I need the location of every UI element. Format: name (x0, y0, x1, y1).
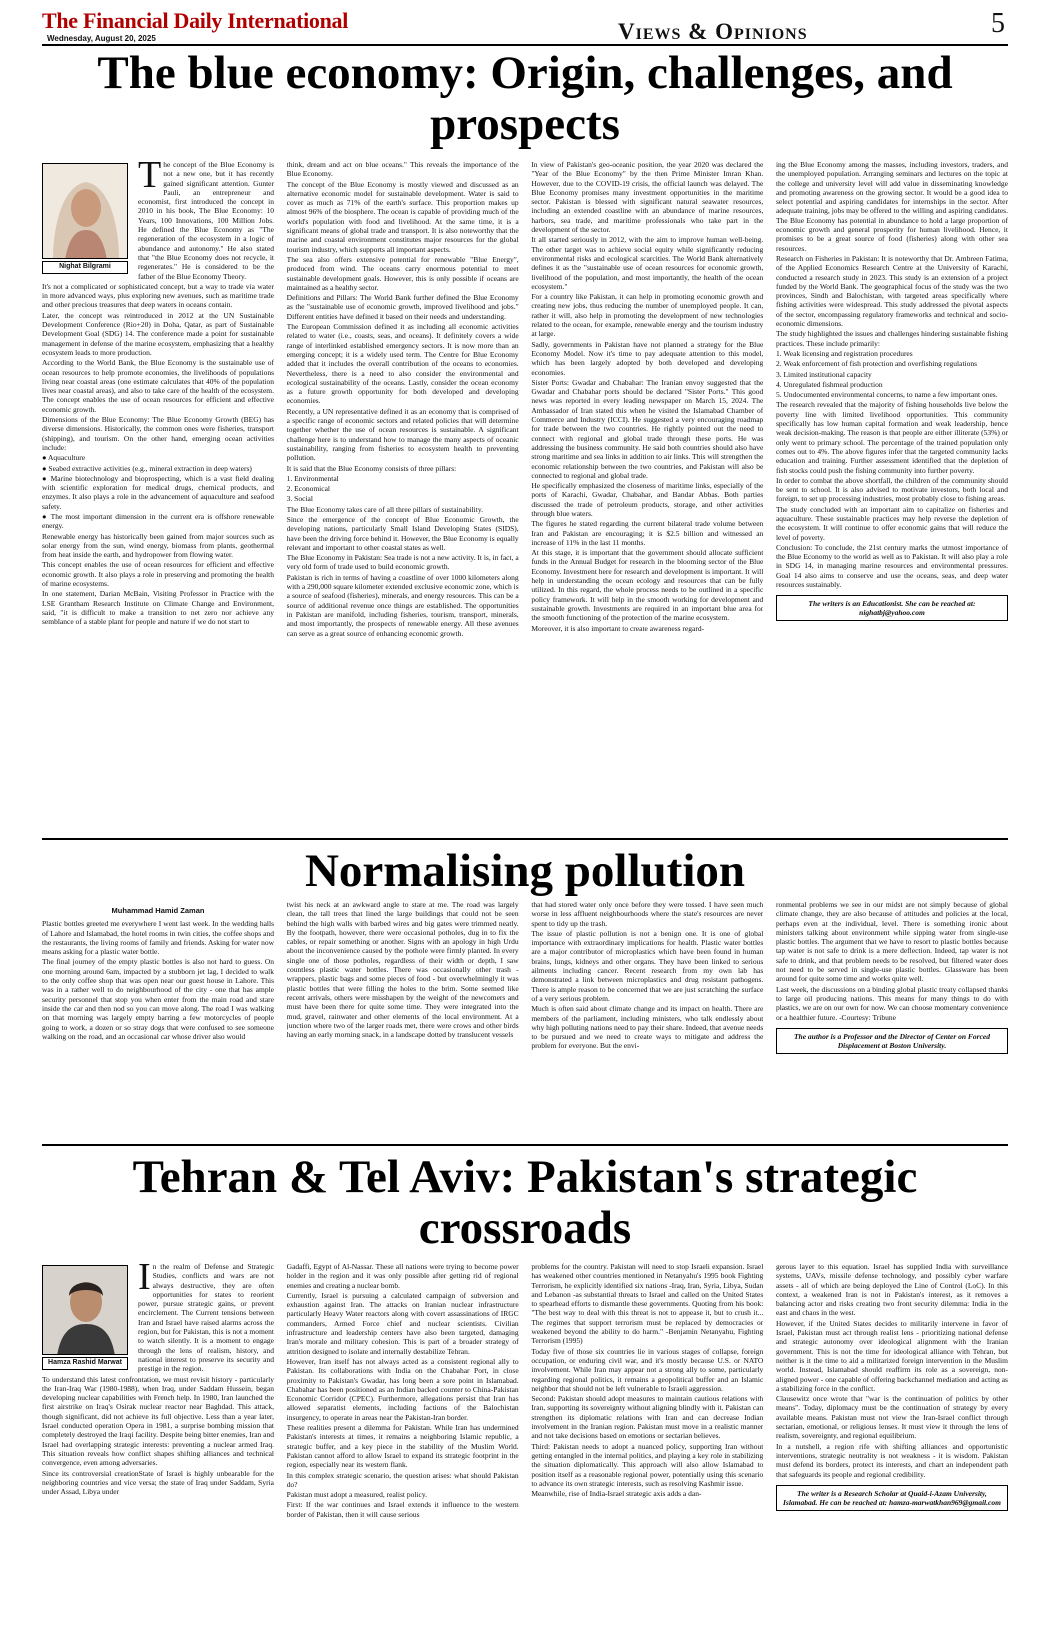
paragraph: The Blue Economy takes care of all three pillars of sustainability. (286, 504, 483, 514)
paragraph: Since its controversial creationState of Israel is highly unbearable for the neighboring countries and vice versa; the state of Iraq under Saddam, Syria under Assad, Libya under (42, 1468, 274, 1497)
paragraph: In view of Pakistan's geo-oceanic position, the year 2020 was declared the "Year of the Blue Economy" by the then Prime Minister Imran Khan. However, due to the COVID-19 crisis, the official launch was delayed. The Blue Economy promises many investment opportunities in the maritime sector. Pakistan is blessed with significant natural seawater resources, including an extended coastline with an abundance of marine resources, harbors, sea trade, and maritime professionals who take part in the development of the sector. (531, 160, 764, 235)
author-caption: Hamza Rashid Marwat (42, 1357, 128, 1370)
paragraph: The study highlighted the issues and challenges hindering sustainable fishing practices. These include primarily: (775, 329, 1008, 348)
list-item: 2. Economical (286, 484, 330, 494)
paragraph: Today five of those six countries lie in various stages of collapse, foreign occupation, or enduring civil war, and it's mostly because U.S. or NATO involvement. While Iran may appear not a strong ally to some, particularly regarding regional politics, it remains a geopolitical buffer and an Islamic neighbor that should not be left vulnerable to Israeli aggression. (531, 1346, 764, 1393)
list-item: 4. Unregulated fishmeal production (775, 379, 883, 389)
paragraph: However, if the United States decides to militarily intervene in favor of Israel, Pakistan must act through realist lens - prioritizing national defense and strategic autonomy over ideological alignment with the Iranian government. This is not the time for ideological alliance with Tehran, but neither is it the time to aid a militarized foreign intervention in the Muslim world. Instead, Islamabad should reaffirm its role as a sovereign, non-aligned power - one capable of offering backchannel mediation and acting as a stabilizing force in the conflict. (775, 1318, 1008, 1393)
paragraph: think, dream and act on blue oceans." This reveals the importance of the Blue Economy. (286, 160, 519, 179)
article-1-column-2 (287, 160, 519, 772)
page-number: 5 (991, 8, 1005, 39)
list-item: 1. Environmental (286, 473, 339, 483)
article-3-column-4 (776, 1262, 1008, 1626)
paragraph: The figures he stated regarding the current bilateral trade volume between Iran and Pakistan are encouraging; it is $2.5 billion and witnessed an increase of 11% in the last 11 months. (531, 519, 764, 547)
author-photo (42, 163, 128, 259)
paragraph: ronmental problems we see in our midst are not simply because of global climate change, they are also because of attitudes and policies at the local, perhaps even at the individual, level. There is something ironic about ministers talking about environment while sipping water from single-use plastic bottles. The argument that we have to resort to plastic bottles because tap water is not safe to drink is a mere deflection. Indeed, tap water is not safe to drink, and that problem needs to be resolved, but filtered water does not need to be served in single-use plastic bottles. Glassware has been around for quite some time and works quite well. (775, 900, 1008, 984)
author-bio-box: The author is a Professor and the Director of Center on Forced Displacement at Boston University. (776, 1028, 1008, 1054)
paragraph: These realities present a dilemma for Pakistan. While Iran has undermined Pakistan's interests at times, it remains a neighboring Islamic republic, a strategic buffer, and a key piece in the stability of the Muslim World. Pakistan cannot afford to allow Israel to expand its strategic footprint in the region, especially near its western flank. (286, 1423, 519, 1470)
article-2-column-2 (287, 900, 519, 1136)
paragraph: Later, the concept was reintroduced in 2012 at the UN Sustainable Development Conference (Rio+20) in Doha, Qatar, as part of Sustainable Development Goal (SDG) 14. The conference made a point for sustainable management in defense of the marine ecosystem, emphasizing that a healthy ecosystem leads to more production. (42, 310, 274, 357)
portrait-icon (43, 1266, 128, 1355)
list-item: 5. Undocumented environmental concerns, to name a few important ones. (775, 390, 998, 400)
paragraph: Much is often said about climate change and its impact on health. There are members of the parliament, including ministers, who talk endlessly about why high polluting nations need to pay their share. Indeed, that avenue needs to be pursued and we need to create ways to mitigate and address the problem for everyone. But the envi- (531, 1004, 764, 1051)
paragraph: To understand this latest confrontation, we must revisit history - particularly the Iran-Iraq War (1980-1988), when Iraq, under Saddam Hussein, began developing nuclear capabilities with French help. In 1980, Iran launched the first airstrike on Iraq's Osirak nuclear reactor near Baghdad. This attack, though significant, did not achieve its full objective. Less than a year later, Israel conducted operation Opera in 1981, a surprise bombing mission that completely destroyed the Iraqi facility. Despite being bitter enemies, Iran and Israel had overlapping strategic interests: preventing a nuclear armed Iraq. This situation reveals how conflict shapes shifting alliances and technical convergence, even among adversaries. (42, 1374, 274, 1468)
divider (42, 1144, 1008, 1146)
article-1-column-3 (531, 160, 763, 772)
paragraph: Clausewitz once wrote that "war is the continuation of politics by other means". Today, diplomacy must be the continuation of strategy by every available means. Pakistan must not view the Iran-Israel conflict through sectarian, emotional, or religious lenses. It must view it through the lens of realism, sovereignty, and regional equilibrium. (775, 1394, 1008, 1441)
article-2-body (42, 900, 1008, 1136)
paragraph: First: If the war continues and Israel extends it influence to the western border of Pakistan, then it will cause serious (286, 1500, 519, 1519)
paragraph: Last week, the discussions on a binding global plastic treaty collapsed thanks to large oil producing nations. This means for many things to do with plastics, we are on our own for now. We can choose momentary convenience or a healthier future. -Courtesy: Tribune (775, 984, 1008, 1022)
paragraph: At this stage, it is important that the government should allocate sufficient funds in the Annual Budget for research in the blooming sector of the Blue Economy. Investment here for research and development is important. It will help in understanding the ocean ecology and resources that can be fully utilized. In this regard, the whole process needs to be outlined in a specific policy framework. It will help in the smooth working for development and sustainable growth. Investments are required in an important blue area for the smooth functioning of the protection of the marine ecosystem. (531, 548, 764, 623)
paragraph: Research on Fisheries in Pakistan: It is noteworthy that Dr. Ambreen Fatima, of the Applied Economics Research Centre at the University of Karachi, conducted a research study in 2023. This study is an extension of a project funded by the World Bank. The geographical focus of the study was the two provinces, Sindh and Balochistan, with targeted areas specifically where fishing activities were widespread. This study addressed the pivotal aspects of the sector, encompassing regulatory frameworks and technical and socio-economic dimensions. (775, 253, 1008, 329)
article-1-body (42, 160, 1008, 772)
section-title: Views & Opinions (618, 19, 808, 44)
paragraph: The final journey of the empty plastic bottles is also not hard to guess. On one morning around 6am, impacted by a stubborn jet lag, I decided to walk to the only coffee shop that was open near our guest house in Lahore. This was in a rather well to do neighbourhood of the city - one that has ample security personnel that stop you when enter from the main road and stare inside the car and then nod so you can move along. The road I was walking on that morning was largely empty barring a few motorcycles of people going to work, a dozen or so stray dogs that were confused to see someone walking on the road, and an occasional car whose driver also would (42, 957, 274, 1041)
paragraph: In order to combat the above shortfall, the children of the community should be sent to school. It is also advised to motivate investors, both local and foreign, to set up processing industries, most probably close to fishing areas. (775, 475, 1008, 504)
paragraph: Sister Ports: Gwadar and Chabahar: The Iranian envoy suggested that the Gwadar and Chabahar ports should be declared "Sister Ports." This good news was reported in every leading newspaper on March 15, 2024. The Ambassador of Iran stated this when he visited the Islamabad Chamber of Commerce and Industry (ICCI). He suggested a very encouraging roadmap for trade between the two countries. He rightly pointed out the need to connect with regional and global trade through these ports. He was addressing the business community. He said both countries should also have strong maritime and sea links in addition to air links. This will strengthen the economic relationship between the two countries, and Pakistan will also be connected to regional and global trade. (531, 377, 764, 480)
divider (42, 838, 1008, 840)
paragraph: Recently, a UN representative defined it as an economy that is comprised of a specific range of economic sectors and related policies that will determine together whether the use of ocean resources is sustainable. A significant challenge here is to understand how to manage the many aspects of oceanic sustainability, ranging from fisheries to ecosystem health to preventing pollution. (286, 406, 519, 463)
paragraph: gerous layer to this equation. Israel has supplied India with surveillance systems, UAVs, missile defense technology, and possibly cyber warfare assets - all of which are being deployed the Line of Control (LoC). In this context, a weakened Iran is not in Pakistan's interest, as it removes a balancing actor and risks creating two front security dilemma: India in the east and chaos in the west. (775, 1262, 1008, 1318)
paragraph: In this complex strategic scenario, the question arises: what should Pakistan do? (286, 1470, 519, 1489)
article-2-column-3 (531, 900, 763, 1136)
author-caption: Nighat Bilgrami (42, 261, 128, 274)
paragraph: It is said that the Blue Economy consists of three pillars: (286, 463, 457, 473)
paragraph: The Blue Economy in Pakistan: Sea trade is not a new activity. It is, in fact, a very old form of trade used to build economic growth. (286, 553, 519, 572)
paragraph: Moreover, it is also important to create awareness regard- (531, 623, 705, 633)
paragraph: Definitions and Pillars: The World Bank further defined the Blue Economy as the "sustainable use of economic growth, improved livelihood and jobs." Different entities have defined it based on their needs and understanding. (286, 293, 519, 321)
paragraph: Conclusion: To conclude, the 21st century marks the utmost importance of the Blue Economy to the world as well as to Pakistan. It will also play a role in SDG 14, in managing marine resources and environmental pressures. Goal 14 also aims to conserve and use the oceans, seas, and deep water resources sustainably. (775, 542, 1008, 590)
list-item: ● Aquaculture (42, 453, 86, 463)
paragraph: The concept of the Blue Economy is mostly viewed and discussed as an alternative economic model for sustainable development. Water is said to cover as much as 71% of the earth's surface. This proportion makes up almost 96% of the biosphere. The ocean is capable of providing much of the world's population with food and livelihood. At the same time, it is a significant means of global trade and transport. It is also noteworthy that the marine and coastal environment constitutes major resources for the global tourism industry, which supports all important aspects. (286, 179, 519, 254)
paragraph: The European Commission defined it as including all economic activities related to water (i.e., coasts, seas, and oceans). It definitely covers a wide range of interlinked established emergency sectors. It is now more than an emerging concept; it is a widely used term. The Centre for Blue Economy added that it includes the overall contribution of the oceans to economies. Nevertheless, there is a need to also consider the environmental and ecological sustainability of the oceans. Lastly, consider the ocean economy as a future growth opportunity for both developed and developing economies. (286, 322, 519, 406)
issue-date: Wednesday, August 20, 2025 (47, 34, 156, 43)
paragraph: This concept enables the use of ocean resources for efficient and effective economic growth. It also plays a role in preserving and promoting the health of marine ecosystems. (42, 560, 274, 589)
article-2-column-4 (776, 900, 1008, 1136)
author-bio-box: The writer is a Research Scholar at Quaid-i-Azam University, Islamabad. He can be reached at: hamza-marwatkhan969@gmail.com (776, 1485, 1008, 1511)
paragraph: In a nutshell, a region rife with shifting alliances and opportunistic interventions, strategic neutrality is not weakness - it is wisdom. Pakistan must defend its borders, protect its interests, and chart an independent path that safeguards its people and regional credibility. (775, 1441, 1008, 1479)
paragraph: It all started seriously in 2012, with the aim to improve human well-being. The other target was to achieve social equity while significantly reducing environmental risks and ecological scarcities. The World Bank alternatively defines it as the "sustainable use of ocean resources for economic growth, livelihood of the population, and most importantly, the health of the ocean ecosystem." (531, 235, 764, 291)
paragraph: Third: Pakistan needs to adopt a nuanced policy, supporting Iran without getting entangled in the internal politics, and playing a key role in stabilizing the situation diplomatically. This approach will also allow Islamabad to position itself as a reasonable regional power, potentially using this scenario to advance its own strategic interests, such as resolving Kashmir issue. (531, 1441, 764, 1488)
paragraph: Dimensions of the Blue Economy: The Blue Economy Growth (BEG) has diverse dimensions. Historically, the common ones were fisheries, transport (shipping), and tourism. On the other hand, emerging ocean activities include: (42, 415, 274, 452)
article-2-byline: Muhammad Hamid Zaman (111, 906, 205, 915)
list-item: 3. Social (286, 494, 313, 504)
paragraph: According to the World Bank, the Blue Economy is the sustainable use of ocean resources to help promote economies, the livelihoods of populations living near coastal areas (one estimate calculates that 40% of the population lives near coastal areas), and also to take care of the health of the ecosystem. The concept enables the use of ocean resources for efficient and effective economic growth. (42, 358, 274, 414)
paragraph: Currently, Israel is pursuing a calculated campaign of subversion and exhaustion against Iran. The attacks on Iranian nuclear infrastructure particularly Heavy Water reactors along with covert assassinations of IRGC commanders, Armed Force chief and nuclear scientists. Civilian infrastructure and leadership centers have also been targeted, damaging Iran's morale and military cohesion. This is part of a broader strategy of attrition designed to isolate and internally destabilize Tehran. (286, 1290, 519, 1356)
paragraph: The study concluded with an important aim to capitalize on fisheries and aquaculture. These sustainable practices may help reverse the depletion of the ecosystem. It will continue to offer economic gains that will reduce the level of poverty. (775, 504, 1008, 542)
paragraph: Gadaffi, Egypt of Al-Nassar. These all nations were trying to become power holder in the region and it was only possible after getting rid of regional enemies and creating a nuclear bomb. (286, 1262, 519, 1290)
article-3-headline: Tehran & Tel Aviv: Pakistan's strategic crossroads (132, 1151, 918, 1254)
list-item: 3. Limited institutional capacity (775, 369, 872, 379)
paragraph: Plastic bottles greeted me everywhere I went last week. In the wedding halls of Lahore and Islamabad, the hotel rooms in twin cities, the coffee shops and the restaurants, the living rooms of family and friends. Asking for water now means asking for a plastic water bottle. (42, 919, 274, 957)
list-item: 1. Weak licensing and registration procedures (775, 348, 913, 358)
list-item: ● Marine biotechnology and bioprospecting, which is a vast field dealing with scientific exploration for medical drugs, chemical products, and enzymes. It also plays a role in the advancement of aquaculture and seafood safety. (42, 473, 274, 511)
paragraph: problems for the country. Pakistan will need to stop Israeli expansion. Israel has weakened other countries mentioned in Netanyahu's 1995 book Fighting Terrorism, he explicitly identified six nations -Iraq, Iran, Syria, Libya, Sudan and Lebanon -as substantial threats to Israel and called on the United States to spearhead efforts to dismantle these governments. Quoting from his book: "The best way to deal with this threat is not to appease it, but to crush it... The regimes that support terrorism must be replaced by democracies or weakened beyond the ability to do harm." -Benjamin Netanyahu, Fighting Terrorism (1995) (531, 1262, 764, 1346)
article-1-column-4 (776, 160, 1008, 772)
article-3-column-1 (42, 1262, 274, 1626)
list-item: ● The most important dimension in the current era is offshore renewable energy. (42, 511, 274, 531)
author-photo-box (42, 163, 132, 274)
paragraph: Pakistan must adopt a measured, realist policy. (286, 1490, 427, 1500)
portrait-icon (43, 164, 128, 259)
paragraph: that had stored water only once before they were tossed. I have seen much worse in less affluent neighbourhoods where the state's resources are never spent to tidy up the trash. (531, 900, 764, 928)
paragraph: he concept of the Blue Economy is not a new one, but it has recently gained significant attention. Gunter Pauli, an entrepreneur and economist, first introduced the concept in 2010 in his book, The Blue Economy: 10 Years, 100 Innovations, 100 Million Jobs. He defined the Blue Economy as "The regeneration of the ecosystem in a logic of abundance and autonomy." He also stated that "the Blue Economy does not recycle, it regenerates." He is considered to be the father of the Blue Economy Theory. (138, 160, 274, 281)
paragraph: The sea also offers extensive potential for renewable "Blue Energy", produced from wind. The oceans carry enormous potential to meet sustainable development goals. However, this is only possible if oceans are maintained as a healthy sector. (286, 254, 519, 292)
paragraph: Sadly, governments in Pakistan have not planned a strategy for the Blue Economy Model. Now it's time to pay adequate attention to this model, which has been largely adopted by both developed and developing economies. (531, 339, 764, 377)
article-3-body (42, 1262, 1008, 1626)
drop-cap: T (138, 160, 162, 196)
author-bio-box: The writers is an Educationist. She can be reached at: nighatbj@yahoo.com (776, 595, 1008, 621)
paragraph: It's not a complicated or sophisticated concept, but a way to trade via water in more advanced ways, plus exploring new avenues, such as maritime trade and other precious treasures that deep waters in oceans contain. (42, 281, 274, 310)
author-photo-box (42, 1265, 132, 1370)
drop-cap: I (138, 1262, 151, 1298)
paragraph: Since the emergence of the concept of Blue Economic Growth, the developing nations, particularly Small Island Developing States (SIDS), have been the driving force behind it. However, the Blue Economy is equally relevant and important to other coastal states as well. (286, 514, 519, 552)
article-3-column-3 (531, 1262, 763, 1626)
article-2-headline: Normalising pollution (304, 845, 746, 897)
paragraph: Meanwhile, rise of India-Israel strategic axis adds a dan- (531, 1489, 702, 1499)
paragraph: The issue of plastic pollution is not a benign one. It is one of global importance with extraordinary implications for health. Plastic water bottles are a major contributor of microplastics which have been found in human brains, lungs, kidneys and other organs. They have been linked to serious ailments including cancer. Recent research from my own lab has demonstrated a link between microplastics and drug resistant pathogens. There is ample reason to be concerned that we are just scratching the surface of a very serious problem. (531, 928, 764, 1003)
paragraph: Second: Pakistan should adopt measures to maintain cautious relations with Iran, supporting its sovereignty without aligning blindly with it. Pakistan can strengthen its diplomatic relations with Iran and can decrease Indian involvement in the Iranian region. Pakistan must move in a realistic manner and not take decisions based on emotions or sectarian believes. (531, 1394, 764, 1441)
article-3-column-2 (287, 1262, 519, 1626)
author-photo (42, 1265, 128, 1355)
paragraph: twist his neck at an awkward angle to stare at me. The road was largely clean, the tall trees that lined the large buildings that could not be seen behind the high walls with barbed wires and big gates were trimmed neatly. By the footpath, however, there were occasional potholes, dug in to fix the cables, or repair something or another. Signs with an apology in high Urdu about the inconvenience caused by the pothole were firmly planted. In every single one of those potholes, regardless of their width or depth, I saw countless plastic water bottles. There was occasionally other trash - wrappers, plastic bags and some pieces of food - but overwhelmingly it was plastic bottles that were filling the holes to the brim. Some seemed like recent arrivals, others were misshapen by the weight of the newcomers and must have been there for quite some time. They were integrated into the mud, gravel, rainwater and other elements of the local environment. At a junction where two of the larger roads met, there were crows and other birds having an early morning snack, in a landscape dotted by translucent vessels (286, 900, 519, 1040)
list-item: ● Seabed extractive activities (e.g., mineral extraction in deep waters) (42, 463, 252, 473)
newspaper-name: The Financial Daily International (42, 8, 349, 33)
article-2-column-1 (42, 900, 274, 1136)
paragraph: Renewable energy has historically been gained from major sources such as solar energy from the sun, wind energy, biomass from plants, geothermal from heat inside the earth, and hydropower from flowing water. (42, 531, 274, 560)
paragraph: n the realm of Defense and Strategic Studies, conflicts and wars are not always destructive, they are often opportunities for states to reorient power, pursue strategic gains, or prevent encirclement. The Current tensions between Iran and Israel have raised alarms across the region, but for Pakistan, this is not a moment to watch silently. It is a moment to engage through the lens of realism, history, and national interest to preserve its security and prestige in the region. (138, 1262, 274, 1374)
paragraph: For a country like Pakistan, it can help in promoting economic growth and creating new jobs, thus reducing the number of unemployed people. It can, rather it will, also help in promoting the development of new technologies related to the ocean, for example, renewable energy and the tourism industry at large. (531, 292, 764, 339)
paragraph: However, Iran itself has not always acted as a consistent regional ally to Pakistan. Its collaborations with India on the Chabahar Port, in close proximity to Pakistan's Gwadar, has long been a sore point in Islamabad. Chabahar has been positioned as an Indian backed counter to China-Pakistan Economic Corridor (CPEC). Furthermore, allegations persist that Iran has allowed separatist elements, including factions of the Balochistan insurgency, to operate in areas near the Pakistan-Iran border. (286, 1356, 519, 1422)
paragraph: He specifically emphasized the closeness of maritime links, especially of the ports of Karachi, Gwadar, Chabahar, and Bandar Abbas. Both parties discussed the trade of petroleum products, storage, and other activities through blue waters. (531, 481, 764, 518)
list-item: 2. Weak enforcement of fish protection and overfishing regulations (775, 359, 978, 369)
article-1-column-1 (42, 160, 274, 772)
paragraph: Pakistan is rich in terms of having a coastline of over 1000 kilometers along with a 290,000 square kilometer extended exclusive economic zone, which is a source of seafood (fisheries), minerals, and energy resources. This can be a source of additional revenue once things are established. The opportunities in Pakistan are manifold, including fisheries, tourism, transport, minerals, and most importantly, the prospects of renewable energy. All these avenues can serve as a great source of enhancing economic growth. (286, 572, 519, 638)
paragraph: In one statement, Darian McBain, Visiting Professor in Practice with the LSE Grantham Research Institute on Climate Change and Environment, said, "it is difficult to make a transition to net zero nor achieve any semblance of a stable plant for people and nature if we do not start to (42, 589, 274, 627)
article-1-headline: The blue economy: Origin, challenges, and prospects (97, 47, 953, 150)
masthead (42, 8, 1008, 46)
paragraph: The research revealed that the majority of fishing households live below the poverty line with limited livelihood opportunities. This community specifically has low human capital formation and weak leadership, hence weak decision-making. The reason is that people are either illiterate (53%) or only went to primary school. The percentage of the trained population only comes out to 4%. The above figures infer that the targeted community lacks education and training. Further assessment identified that the depletion of fish stocks could push the fishing community into further poverty. (775, 400, 1008, 475)
paragraph: ing the Blue Economy among the masses, including investors, traders, and the unemployed population. Arranging seminars and lectures on the topic at the college and university level will add value in disseminating knowledge and promoting awareness on the growing sector. It would be a good idea to select potential and aspiring candidates for internships in the sector. After adequate training, jobs may be offered to the willing and aspiring candidates. The Blue Economy has potential in abundance to hold a large proportion of economic growth and general prosperity for human livelihood. Hence, it promises to be a great source of food (fisheries) along with other sea resources. (775, 160, 1008, 253)
